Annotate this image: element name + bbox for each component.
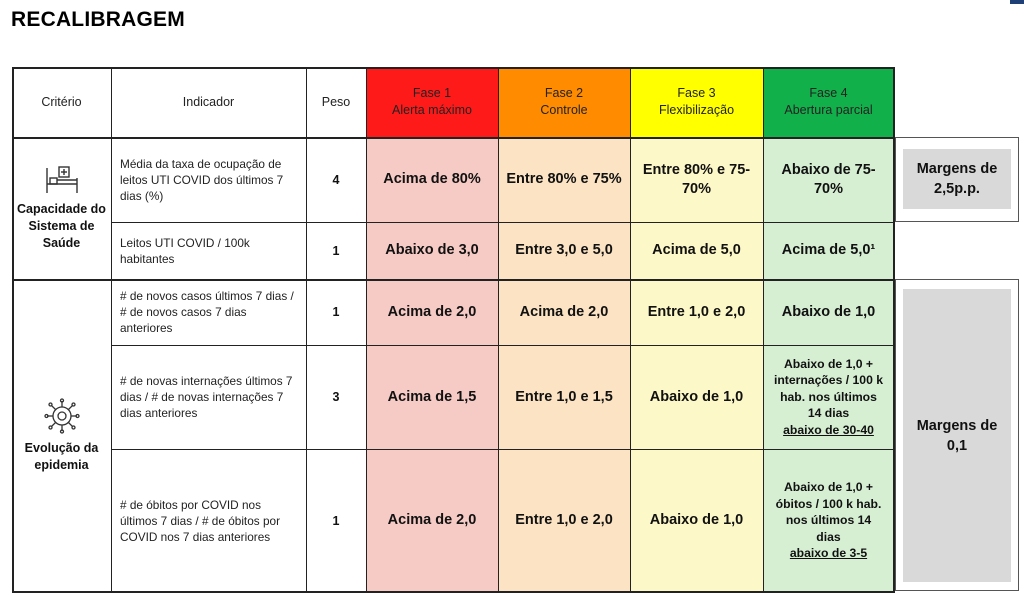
grid-line (366, 67, 367, 593)
grid-line (306, 67, 307, 593)
criterion-evolucao-label: Evolução da epidemia (24, 440, 99, 472)
grid-line (111, 449, 894, 450)
fase-4-value (763, 345, 894, 449)
fase-1-value: Acima de 1,5 (387, 388, 477, 405)
indicator-cell: # de novos casos últimos 7 dias / # de novos casos 7 dias anteriores (120, 289, 294, 335)
header-fase-2 (498, 67, 630, 137)
fase-1-name: Fase 1 (412, 86, 452, 100)
fase-4-value: Abaixo de 1,0 (781, 303, 876, 320)
peso-cell: 4 (332, 172, 340, 187)
header-fase-3 (630, 67, 763, 137)
grid-line (111, 67, 112, 593)
fase-3-value: Entre 1,0 e 2,0 (647, 303, 746, 320)
fase-3-value: Entre 80% e 75-70% (642, 161, 751, 197)
margin-capacidade: Margens de 2,5p.p. (903, 149, 1011, 209)
fase-4-value-threshold: abaixo de 30-40 (783, 422, 874, 437)
fase-1-value: Abaixo de 3,0 (385, 242, 479, 258)
grid-line (12, 67, 14, 593)
fase-4-value: Abaixo de 75-70% (781, 161, 876, 197)
header-criterio: Critério (41, 94, 82, 109)
fase-4-value-threshold: abaixo de 3-5 (789, 546, 868, 561)
fase-1-value: Acima de 2,0 (387, 303, 477, 320)
fase-2-name: Fase 2 (544, 86, 584, 100)
header-fase-1 (366, 67, 498, 137)
fase-4-value: Acima de 5,0¹ (781, 242, 876, 258)
criterion-evolucao (12, 279, 111, 592)
criterion-capacidade (12, 137, 111, 279)
fase-2-value: Entre 80% e 75% (506, 171, 622, 187)
indicator-cell: # de novas internações últimos 7 dias / # de novas internações 7 dias anteriores (120, 374, 293, 420)
criterion-capacidade-label: Capacidade do Sistema de Saúde (17, 201, 106, 250)
peso-cell: 1 (332, 243, 340, 258)
header-fase-4 (763, 67, 894, 137)
grid-line (12, 67, 894, 69)
grid-line (12, 137, 894, 139)
fase-1-value: Acima de 80% (383, 171, 481, 187)
peso-cell: 1 (332, 513, 340, 528)
grid-line (630, 67, 631, 593)
virus-icon (44, 398, 80, 434)
margin-evolucao: Margens de 0,1 (903, 289, 1011, 582)
fase-3-label: Flexibilização (658, 103, 735, 117)
fase-1-label: Alerta máximo (392, 103, 472, 117)
grid-line (111, 345, 894, 346)
peso-cell: 3 (332, 390, 340, 404)
fase-2-value: Entre 3,0 e 5,0 (515, 242, 613, 258)
grid-line (12, 591, 894, 593)
indicator-cell: Média da taxa de ocupação de leitos UTI COVID dos últimos 7 dias (%) (120, 156, 284, 203)
fase-3-name: Fase 3 (677, 86, 716, 100)
peso-cell: 1 (332, 305, 340, 319)
fase-2-label: Controle (540, 103, 588, 117)
corner-accent (1010, 0, 1024, 4)
fase-4-label: Abertura parcial (784, 103, 873, 117)
header-peso: Peso (321, 94, 351, 109)
fase-2-value: Entre 1,0 e 2,0 (515, 512, 613, 528)
fase-4-value-main: Abaixo de 1,0 + óbitos / 100 k hab. nos últimos 14 dias (775, 480, 882, 544)
fase-3-value: Abaixo de 1,0 (649, 512, 744, 528)
fase-4-value (763, 449, 894, 592)
grid-line (498, 67, 499, 593)
fase-3-value: Abaixo de 1,0 (649, 388, 744, 405)
fase-1-value: Acima de 2,0 (387, 512, 477, 528)
fase-3-value: Acima de 5,0 (652, 242, 741, 258)
indicator-cell: # de óbitos por COVID nos últimos 7 dias / # de óbitos por COVID nos 7 dias anteriores (120, 497, 281, 544)
fase-2-value: Entre 1,0 e 1,5 (515, 388, 613, 405)
fase-4-name: Fase 4 (809, 86, 848, 100)
grid-line (763, 67, 764, 593)
fase-4-value-main: Abaixo de 1,0 + internações / 100 k hab. nos últimos 14 dias (773, 356, 884, 421)
hospital-bed-icon (44, 165, 80, 195)
page-title: RECALIBRAGEM (11, 8, 185, 31)
fase-2-value: Acima de 2,0 (519, 303, 609, 320)
grid-line (111, 222, 894, 223)
header-indicador: Indicador (182, 94, 235, 109)
indicator-cell: Leitos UTI COVID / 100k habitantes (120, 235, 250, 266)
grid-line (12, 279, 894, 281)
